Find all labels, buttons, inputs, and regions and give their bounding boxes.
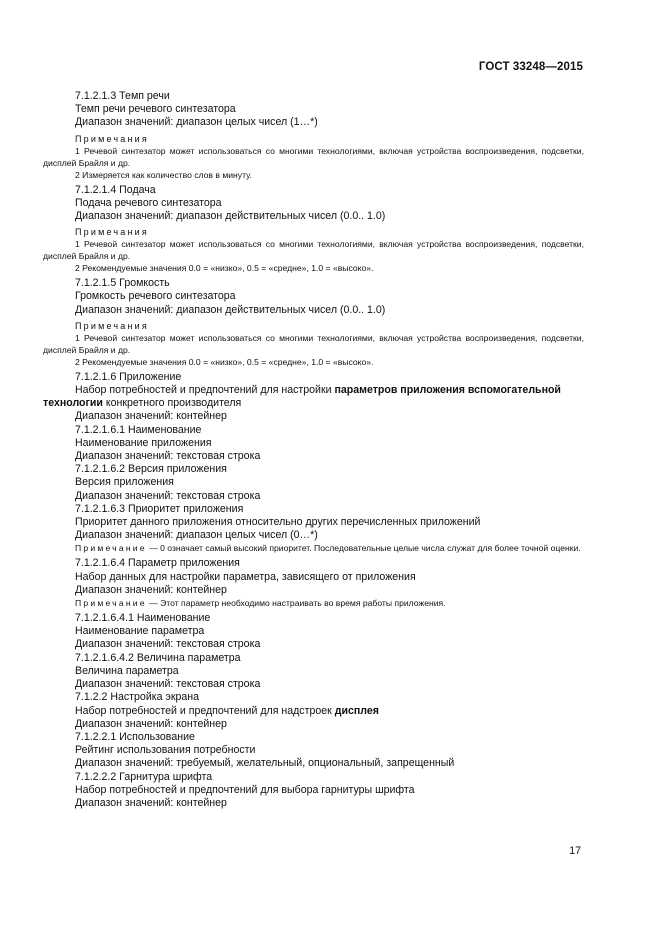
note-item: 2 Измеряется как количество слов в минуту.	[75, 169, 252, 180]
section-description	[43, 705, 584, 718]
section-description: Подача речевого синтезатора	[75, 196, 222, 209]
description-text: Набор потребностей и предпочтений для надстроек	[75, 704, 335, 717]
section-description	[43, 384, 584, 410]
section-heading: 7.1.2.1.6.4.1 Наименование	[75, 612, 211, 625]
value-range: Диапазон значений: диапазон целых чисел (0…*)	[75, 529, 318, 542]
section-description: Наименование приложения	[75, 436, 212, 449]
value-range: Диапазон значений: контейнер	[75, 717, 227, 730]
page-number: 17	[569, 845, 581, 857]
value-range: Диапазон значений: диапазон целых чисел (1…*)	[75, 116, 318, 129]
section-heading: 7.1.2.1.6 Приложение	[75, 370, 182, 383]
section-description: Величина параметра	[75, 664, 179, 677]
section-heading: 7.1.2.1.6.3 Приоритет приложения	[75, 502, 244, 515]
section-heading: 7.1.2.1.6.4 Параметр приложения	[75, 557, 240, 570]
value-range: Диапазон значений: текстовая строка	[75, 489, 261, 502]
note-item	[43, 542, 584, 554]
section-heading: 7.1.2.1.4 Подача	[75, 183, 156, 196]
note-text: — Этот параметр необходимо настраивать во время работы приложения.	[146, 598, 446, 609]
section-description: Рейтинг использования потребности	[75, 744, 256, 757]
value-range: Диапазон значений: диапазон действительных чисел (0.0.. 1.0)	[75, 210, 386, 223]
description-text: Набор потребностей и предпочтений для настройки	[75, 384, 335, 397]
section-heading: 7.1.2.2 Настройка экрана	[75, 691, 200, 704]
section-heading: 7.1.2.2.1 Использование	[75, 730, 195, 743]
note-item: 1 Речевой синтезатор может использоваться со многими технологиями, включая устройства воспроизведения, подсветки, дисплей Брайля и др.	[43, 239, 584, 262]
section-heading: 7.1.2.1.6.4.2 Величина параметра	[75, 651, 241, 664]
notes-block	[43, 133, 584, 181]
value-range: Диапазон значений: требуемый, желательный, опциональный, запрещенный	[75, 757, 455, 770]
section-heading: 7.1.2.2.2 Гарнитура шрифта	[75, 770, 213, 783]
notes-label: Примечания	[75, 320, 149, 331]
description-emphasis: параметров приложения вспомогательной технологии	[43, 384, 561, 410]
section-heading: 7.1.2.1.6.1 Наименование	[75, 423, 202, 436]
section-heading: 7.1.2.1.3 Темп речи	[75, 90, 170, 102]
note-text: — 0 означает самый высокий приоритет. Последовательные целые числа служат для более точной оценки.	[146, 543, 581, 554]
notes-label: Примечания	[75, 133, 149, 144]
notes-block	[43, 226, 584, 274]
value-range: Диапазон значений: текстовая строка	[75, 450, 261, 463]
notes-block	[43, 542, 584, 554]
note-label: Примечание	[75, 598, 147, 609]
value-range: Диапазон значений: текстовая строка	[75, 678, 261, 691]
section-heading: 7.1.2.1.6.2 Версия приложения	[75, 463, 227, 476]
note-item: 2 Рекомендуемые значения 0.0 = «низко», 0.5 = «средне», 1.0 = «высоко».	[75, 356, 374, 367]
document-id: ГОСТ 33248—2015	[478, 61, 583, 73]
note-item: 2 Рекомендуемые значения 0.0 = «низко», 0.5 = «средне», 1.0 = «высоко».	[75, 263, 374, 274]
section-description: Набор данных для настройки параметра, зависящего от приложения	[75, 570, 416, 583]
description-text: конкретного производителя	[102, 397, 242, 410]
value-range: Диапазон значений: контейнер	[75, 410, 227, 423]
section-description: Темп речи речевого синтезатора	[75, 103, 236, 116]
notes-block	[43, 597, 584, 609]
document-body	[43, 90, 584, 810]
section-description: Наименование параметра	[75, 625, 205, 638]
notes-block	[43, 320, 584, 368]
value-range: Диапазон значений: контейнер	[75, 796, 227, 809]
value-range: Диапазон значений: текстовая строка	[75, 638, 261, 651]
notes-label: Примечания	[75, 227, 149, 238]
value-range: Диапазон значений: контейнер	[75, 583, 227, 596]
section-heading: 7.1.2.1.5 Громкость	[75, 277, 170, 290]
section-description: Приоритет данного приложения относительно других перечисленных приложений	[75, 516, 481, 529]
section-description: Набор потребностей и предпочтений для выбора гарнитуры шрифта	[75, 783, 415, 796]
note-item: 1 Речевой синтезатор может использоваться со многими технологиями, включая устройства воспроизведения, подсветки, дисплей Брайля и др.	[43, 145, 584, 168]
note-item	[43, 597, 584, 609]
section-description: Громкость речевого синтезатора	[75, 290, 236, 303]
note-item: 1 Речевой синтезатор может использоваться со многими технологиями, включая устройства воспроизведения, подсветки, дисплей Брайля и др.	[43, 332, 584, 355]
section-description: Версия приложения	[75, 476, 174, 489]
note-label: Примечание	[75, 543, 147, 554]
description-emphasis: дисплея	[334, 704, 379, 717]
value-range: Диапазон значений: диапазон действительных чисел (0.0.. 1.0)	[75, 303, 386, 316]
